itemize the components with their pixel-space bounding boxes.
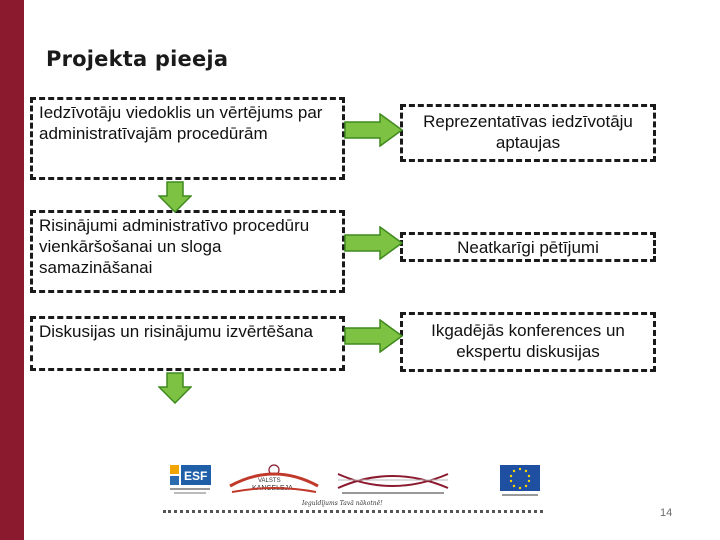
footer-slogan: Ieguldījums Tavā nākotnē! bbox=[302, 500, 383, 507]
footer-dotted-line bbox=[163, 510, 543, 513]
right-arrow-3-icon bbox=[344, 319, 404, 353]
right-box-2: Neatkarīgi pētījumi bbox=[400, 232, 656, 262]
left-box-2: Risinājumi administratīvo procedūru vienkāršošanai un sloga samazināšanai bbox=[30, 210, 345, 293]
down-arrow-2-icon bbox=[158, 372, 192, 404]
down-arrow-1-icon bbox=[158, 181, 192, 213]
page-number: 14 bbox=[660, 507, 673, 519]
right-arrow-2-icon bbox=[344, 226, 404, 260]
esf-logo bbox=[170, 465, 211, 494]
right-box-1: Reprezentatīvas iedzīvotāju aptaujas bbox=[400, 104, 656, 162]
right-arrow-1-icon bbox=[344, 113, 404, 147]
left-box-3: Diskusijas un risinājumu izvērtēšana bbox=[30, 316, 345, 371]
svg-text:ESF: ESF bbox=[184, 469, 208, 483]
svg-text:VALSTS: VALSTS bbox=[258, 478, 281, 484]
svg-text:KANCELEJA: KANCELEJA bbox=[252, 485, 293, 492]
right-box-3: Ikgadējās konferences un ekspertu diskusijas bbox=[400, 312, 656, 372]
left-box-1: Iedzīvotāju viedoklis un vērtējums par administratīvajām procedūrām bbox=[30, 97, 345, 180]
slide-title: Projekta pieeja bbox=[46, 47, 229, 71]
partnership-logo bbox=[338, 474, 448, 494]
sidebar-accent-bar bbox=[0, 0, 24, 540]
footer-logos bbox=[160, 462, 550, 522]
valsts-kanceleja-logo bbox=[230, 465, 318, 492]
eu-flag-logo bbox=[500, 465, 540, 496]
